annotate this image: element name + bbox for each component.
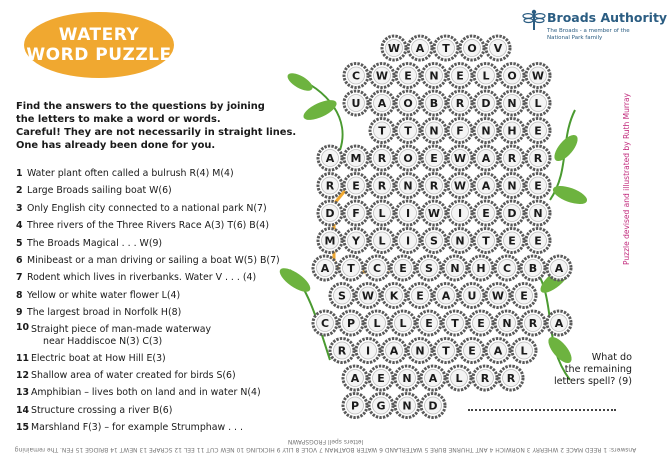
- question-text: Water plant often called a bulrush R(4) M(4): [27, 168, 234, 179]
- letter-cap: [370, 174, 394, 198]
- cap-letter: V: [493, 42, 503, 55]
- letter-cap: [495, 311, 519, 335]
- letter-cap: [469, 311, 493, 335]
- letter-cap: [521, 311, 545, 335]
- question-number: 10: [16, 321, 30, 333]
- letter-cap: [318, 201, 342, 225]
- cap-letter: R: [377, 179, 387, 193]
- letter-cap: [344, 229, 368, 253]
- cap-letter: A: [320, 262, 330, 275]
- letter-cap: [370, 64, 394, 88]
- cap-letter: C: [320, 317, 330, 330]
- cap-letter: T: [378, 124, 386, 138]
- letter-cap: [343, 394, 367, 418]
- cap-letter: E: [352, 179, 360, 193]
- cap-letter: O: [507, 69, 517, 83]
- cap-letter: T: [442, 42, 450, 55]
- letter-cap: [422, 201, 446, 225]
- cap-letter: N: [455, 234, 465, 248]
- question-text: The largest broad in Norfolk H(8): [27, 307, 182, 319]
- cap-letter: A: [554, 262, 564, 275]
- letter-cap: [448, 91, 472, 115]
- cap-letter: L: [399, 317, 407, 330]
- letter-cap: [521, 256, 545, 280]
- letter-cap: [396, 64, 420, 88]
- cap-letter: A: [554, 317, 564, 330]
- letter-cap: [422, 91, 446, 115]
- question-number: 7: [16, 272, 23, 284]
- cap-letter: A: [325, 152, 335, 165]
- cap-letter: T: [442, 344, 450, 358]
- cap-letter: W: [491, 289, 505, 303]
- cap-letter: O: [467, 42, 477, 55]
- cap-letter: P: [350, 399, 360, 413]
- remaining-line: letters spell? (9): [553, 376, 632, 387]
- letter-cap: [500, 146, 524, 170]
- cap-letter: F: [352, 207, 360, 220]
- cap-letter: Y: [352, 234, 360, 248]
- letter-cap: [396, 201, 420, 225]
- letter-cap: [460, 284, 484, 308]
- cap-letter: E: [482, 207, 490, 220]
- question-text: Electric boat at How Hill E(3): [31, 352, 166, 364]
- letter-cap: [474, 119, 498, 143]
- cap-letter: A: [428, 372, 438, 385]
- letter-cap: [370, 229, 394, 253]
- letter-cap: [448, 119, 472, 143]
- cap-letter: I: [405, 234, 411, 248]
- question-text: Yellow or white water flower L(4): [27, 289, 181, 301]
- letter-cap: [396, 91, 420, 115]
- letter-cap: [396, 119, 420, 143]
- cap-letter: S: [430, 234, 438, 248]
- cap-letter: R: [506, 372, 516, 385]
- letter-cap: [382, 339, 406, 363]
- cap-letter: T: [482, 234, 490, 248]
- question-number: 5: [16, 237, 23, 249]
- cap-letter: I: [405, 207, 411, 220]
- question-text: Minibeast or a man driving or sailing a boat W(5) B(7): [27, 255, 280, 267]
- letter-cap: [434, 339, 458, 363]
- cap-letter: B: [429, 97, 439, 110]
- letter-cap: [443, 256, 467, 280]
- cap-letter: A: [481, 152, 491, 165]
- cap-letter: E: [508, 234, 516, 248]
- cap-letter: A: [481, 179, 491, 193]
- cap-letter: E: [534, 234, 542, 248]
- cap-letter: A: [493, 344, 503, 358]
- letter-cap: [486, 284, 510, 308]
- letter-cap: [422, 229, 446, 253]
- cap-letter: N: [429, 69, 439, 83]
- cap-letter: W: [361, 289, 375, 303]
- remaining-letters-question: [540, 352, 632, 388]
- cap-letter: W: [531, 69, 545, 83]
- question-text: Three rivers of the Three Rivers Race A(3) T(6) B(4): [27, 220, 270, 232]
- remaining-line: What do: [591, 352, 632, 363]
- cap-letter: N: [450, 262, 460, 275]
- letter-cap: [382, 284, 406, 308]
- cap-letter: E: [425, 317, 433, 330]
- letter-cap: [526, 119, 550, 143]
- letter-cap: [369, 366, 393, 390]
- letter-cap: [486, 36, 510, 60]
- letter-cap: [370, 91, 394, 115]
- letter-cap: [474, 146, 498, 170]
- letter-cap: [395, 366, 419, 390]
- letter-cap: [547, 311, 571, 335]
- cap-letter: S: [338, 289, 346, 303]
- cap-letter: B: [528, 262, 538, 275]
- letter-cap: [408, 36, 432, 60]
- cap-letter: D: [428, 399, 438, 413]
- letter-cap: [500, 64, 524, 88]
- letter-cap: [344, 174, 368, 198]
- question-number: 3: [16, 202, 23, 214]
- cap-letter: E: [377, 372, 385, 385]
- question-number: 13: [16, 387, 30, 399]
- letter-cap: [396, 229, 420, 253]
- cap-letter: K: [389, 289, 399, 303]
- letter-cap: [526, 64, 550, 88]
- cap-letter: R: [377, 152, 387, 165]
- cap-letter: A: [350, 372, 360, 385]
- question-number: 2: [16, 185, 23, 197]
- cap-letter: N: [507, 97, 517, 110]
- cap-letter: F: [456, 124, 464, 138]
- instruction-line: Find the answers to the questions by joining: [16, 101, 265, 112]
- letter-cap: [443, 311, 467, 335]
- letter-cap: [396, 174, 420, 198]
- cap-letter: N: [507, 179, 517, 193]
- cap-letter: D: [507, 207, 517, 220]
- letter-cap: [422, 64, 446, 88]
- instruction-line: Careful! They are not necessarily in straight lines.: [16, 127, 297, 138]
- letter-cap: [395, 394, 419, 418]
- question-number: 6: [16, 255, 23, 267]
- letter-cap: [526, 174, 550, 198]
- letter-cap: [448, 174, 472, 198]
- cap-letter: E: [456, 69, 464, 83]
- letter-cap: [318, 146, 342, 170]
- cap-letter: L: [373, 317, 381, 330]
- cap-letter: D: [325, 207, 335, 220]
- letter-cap: [382, 36, 406, 60]
- letter-cap: [344, 91, 368, 115]
- cap-letter: A: [441, 289, 451, 303]
- letter-cap: [330, 284, 354, 308]
- cap-letter: N: [502, 317, 512, 330]
- instruction-line: One has already been done for you.: [16, 140, 216, 151]
- cap-letter: N: [402, 372, 412, 385]
- cap-letter: T: [404, 124, 412, 138]
- cap-letter: W: [427, 207, 441, 220]
- cap-letter: N: [429, 124, 439, 138]
- letter-cap: [365, 311, 389, 335]
- cap-letter: C: [372, 262, 382, 275]
- cap-letter: C: [502, 262, 512, 275]
- letter-cap: [313, 311, 337, 335]
- cap-letter: H: [476, 262, 486, 275]
- cap-letter: R: [480, 372, 490, 385]
- letter-cap: [421, 366, 445, 390]
- letter-cap: [547, 256, 571, 280]
- letter-cap: [417, 256, 441, 280]
- cap-letter: T: [347, 262, 355, 275]
- letter-cap: [391, 256, 415, 280]
- letter-cap: [526, 229, 550, 253]
- title-line-1: WATERY: [58, 25, 140, 45]
- question-text: The Broads Magical . . . W(9): [27, 237, 163, 249]
- instruction-line: the letters to make a word or words.: [16, 114, 221, 125]
- cap-letter: L: [378, 234, 386, 248]
- question-text-continued: near Haddiscoe N(3) C(3): [43, 335, 163, 347]
- letter-cap: [344, 146, 368, 170]
- cap-letter: U: [351, 97, 361, 110]
- letter-cap: [448, 64, 472, 88]
- cap-letter: W: [375, 69, 389, 83]
- letter-cap: [500, 174, 524, 198]
- letter-cap: [460, 36, 484, 60]
- cap-letter: H: [507, 124, 517, 138]
- cap-letter: S: [425, 262, 433, 275]
- cap-letter: E: [430, 152, 438, 165]
- cap-letter: L: [455, 372, 463, 385]
- question-number: 9: [16, 307, 23, 319]
- cap-letter: D: [481, 97, 491, 110]
- letter-cap: [365, 256, 389, 280]
- letter-cap: [370, 119, 394, 143]
- letter-cap: [313, 256, 337, 280]
- cap-letter: I: [457, 207, 463, 220]
- letter-cap: [434, 36, 458, 60]
- letter-cap: [408, 284, 432, 308]
- cap-letter: P: [346, 317, 356, 330]
- cap-letter: R: [429, 179, 439, 193]
- cap-letter: E: [416, 289, 424, 303]
- letter-cap: [391, 311, 415, 335]
- letter-cap: [474, 91, 498, 115]
- cap-letter: W: [387, 42, 401, 55]
- letter-cap: [448, 229, 472, 253]
- cap-letter: E: [520, 289, 528, 303]
- question-number: 14: [16, 404, 30, 416]
- letter-cap: [370, 201, 394, 225]
- letter-cap: [526, 146, 550, 170]
- cap-letter: R: [325, 179, 335, 193]
- question-text: Marshland F(3) – for example Strumphaw . . .: [31, 422, 243, 434]
- letter-cap: [318, 174, 342, 198]
- letter-cap: [486, 339, 510, 363]
- letter-cap: [473, 366, 497, 390]
- cap-letter: O: [403, 152, 413, 165]
- dragonfly-icon: [523, 8, 545, 32]
- letter-cap: [370, 146, 394, 170]
- cap-letter: N: [533, 207, 543, 220]
- cap-letter: E: [534, 179, 542, 193]
- cap-letter: A: [377, 97, 387, 110]
- letter-cap: [417, 311, 441, 335]
- question-number: 8: [16, 289, 23, 301]
- question-text: Large Broads sailing boat W(6): [27, 185, 172, 197]
- upside-down-answers: Answers: 1 REED MACE 2 WHERRY 3 NORWICH 4 ANT THURNE BURE 5 WATERLAND 6 WATER BOATMAN 7 VOLE 8 LILY 9 HICKLING 10 NEW CUT 11 EEL 12 SCRAPE 13 NEWT 14 BRIDGE 15 FEN. The remaining letters spell FROGSPAWN: [14, 438, 637, 453]
- letter-cap: [447, 366, 471, 390]
- letter-cap: [448, 146, 472, 170]
- question-number: 1: [16, 168, 23, 179]
- question-number: 15: [16, 422, 30, 434]
- question-text: Only English city connected to a national park N(7): [27, 202, 267, 214]
- letter-cap: [318, 229, 342, 253]
- letter-cap: [330, 339, 354, 363]
- letter-cap: [434, 284, 458, 308]
- letter-cap: [500, 91, 524, 115]
- letter-cap: [500, 201, 524, 225]
- letter-cap: [396, 146, 420, 170]
- cap-letter: E: [399, 262, 407, 275]
- question-text: Amphibian – lives both on land and in water N(4): [31, 387, 261, 399]
- letter-cap: [474, 174, 498, 198]
- letter-cap: [500, 229, 524, 253]
- cap-letter: R: [337, 344, 347, 358]
- question-number: 11: [16, 352, 30, 364]
- cap-letter: M: [350, 152, 362, 165]
- letter-cap: [499, 366, 523, 390]
- letter-cap: [526, 91, 550, 115]
- letter-cap: [344, 64, 368, 88]
- letter-cap: [422, 119, 446, 143]
- cap-letter: U: [467, 289, 477, 303]
- logo-tagline: The Broads - a member of the National Park family: [547, 28, 630, 41]
- letter-cap: [422, 174, 446, 198]
- cap-letter: N: [415, 344, 425, 358]
- letter-cap: [344, 201, 368, 225]
- cap-letter: R: [455, 97, 465, 110]
- cap-letter: M: [324, 234, 336, 248]
- cap-letter: R: [507, 152, 517, 165]
- letter-cap: [512, 339, 536, 363]
- letter-cap: [422, 146, 446, 170]
- cap-letter: G: [376, 399, 386, 413]
- cap-letter: O: [403, 97, 413, 110]
- logo-name: Broads Authority: [547, 10, 667, 25]
- cap-letter: N: [402, 399, 412, 413]
- letter-cap: [474, 64, 498, 88]
- cap-letter: L: [534, 97, 542, 110]
- cap-letter: W: [453, 179, 467, 193]
- letter-cap: [343, 366, 367, 390]
- cap-letter: N: [481, 124, 491, 138]
- letter-cap: [526, 201, 550, 225]
- letter-cap: [495, 256, 519, 280]
- letter-cap: [339, 256, 363, 280]
- cap-letter: R: [528, 317, 538, 330]
- question-text: Straight piece of man-made waterway: [31, 323, 212, 335]
- cap-letter: E: [534, 124, 542, 138]
- cap-letter: E: [477, 317, 485, 330]
- cap-letter: L: [482, 69, 490, 83]
- cap-letter: L: [520, 344, 528, 358]
- letter-cap: [460, 339, 484, 363]
- letter-cap: [474, 201, 498, 225]
- remaining-line: the remaining: [564, 364, 632, 375]
- answer-blank-line: [468, 403, 616, 411]
- title-line-2: WORD PUZZLE: [26, 45, 172, 65]
- letter-cap: [356, 284, 380, 308]
- cap-letter: R: [533, 152, 543, 165]
- bottle-caps: [313, 36, 571, 418]
- cap-letter: E: [404, 69, 412, 83]
- letter-cap: [512, 284, 536, 308]
- letter-cap: [500, 119, 524, 143]
- letter-cap: [369, 394, 393, 418]
- letter-cap: [448, 201, 472, 225]
- letter-cap: [356, 339, 380, 363]
- cap-letter: A: [415, 42, 425, 55]
- cap-letter: I: [365, 344, 371, 358]
- cap-letter: C: [351, 69, 361, 83]
- cap-letter: L: [378, 207, 386, 220]
- cap-letter: T: [451, 317, 459, 330]
- question-number: 12: [16, 370, 30, 382]
- question-text: Structure crossing a river B(6): [31, 404, 173, 416]
- cap-letter: A: [389, 344, 399, 358]
- letter-cap: [474, 229, 498, 253]
- puzzle-title: [24, 12, 174, 78]
- cap-letter: W: [453, 152, 467, 165]
- question-text: Rodent which lives in riverbanks. Water V . . . (4): [27, 272, 257, 284]
- cap-letter: N: [403, 179, 413, 193]
- letter-cap: [469, 256, 493, 280]
- letter-cap: [408, 339, 432, 363]
- letter-cap: [339, 311, 363, 335]
- question-number: 4: [16, 220, 23, 232]
- letter-cap: [421, 394, 445, 418]
- cap-letter: E: [468, 344, 476, 358]
- question-text: Shallow area of water created for birds S(6): [31, 370, 236, 382]
